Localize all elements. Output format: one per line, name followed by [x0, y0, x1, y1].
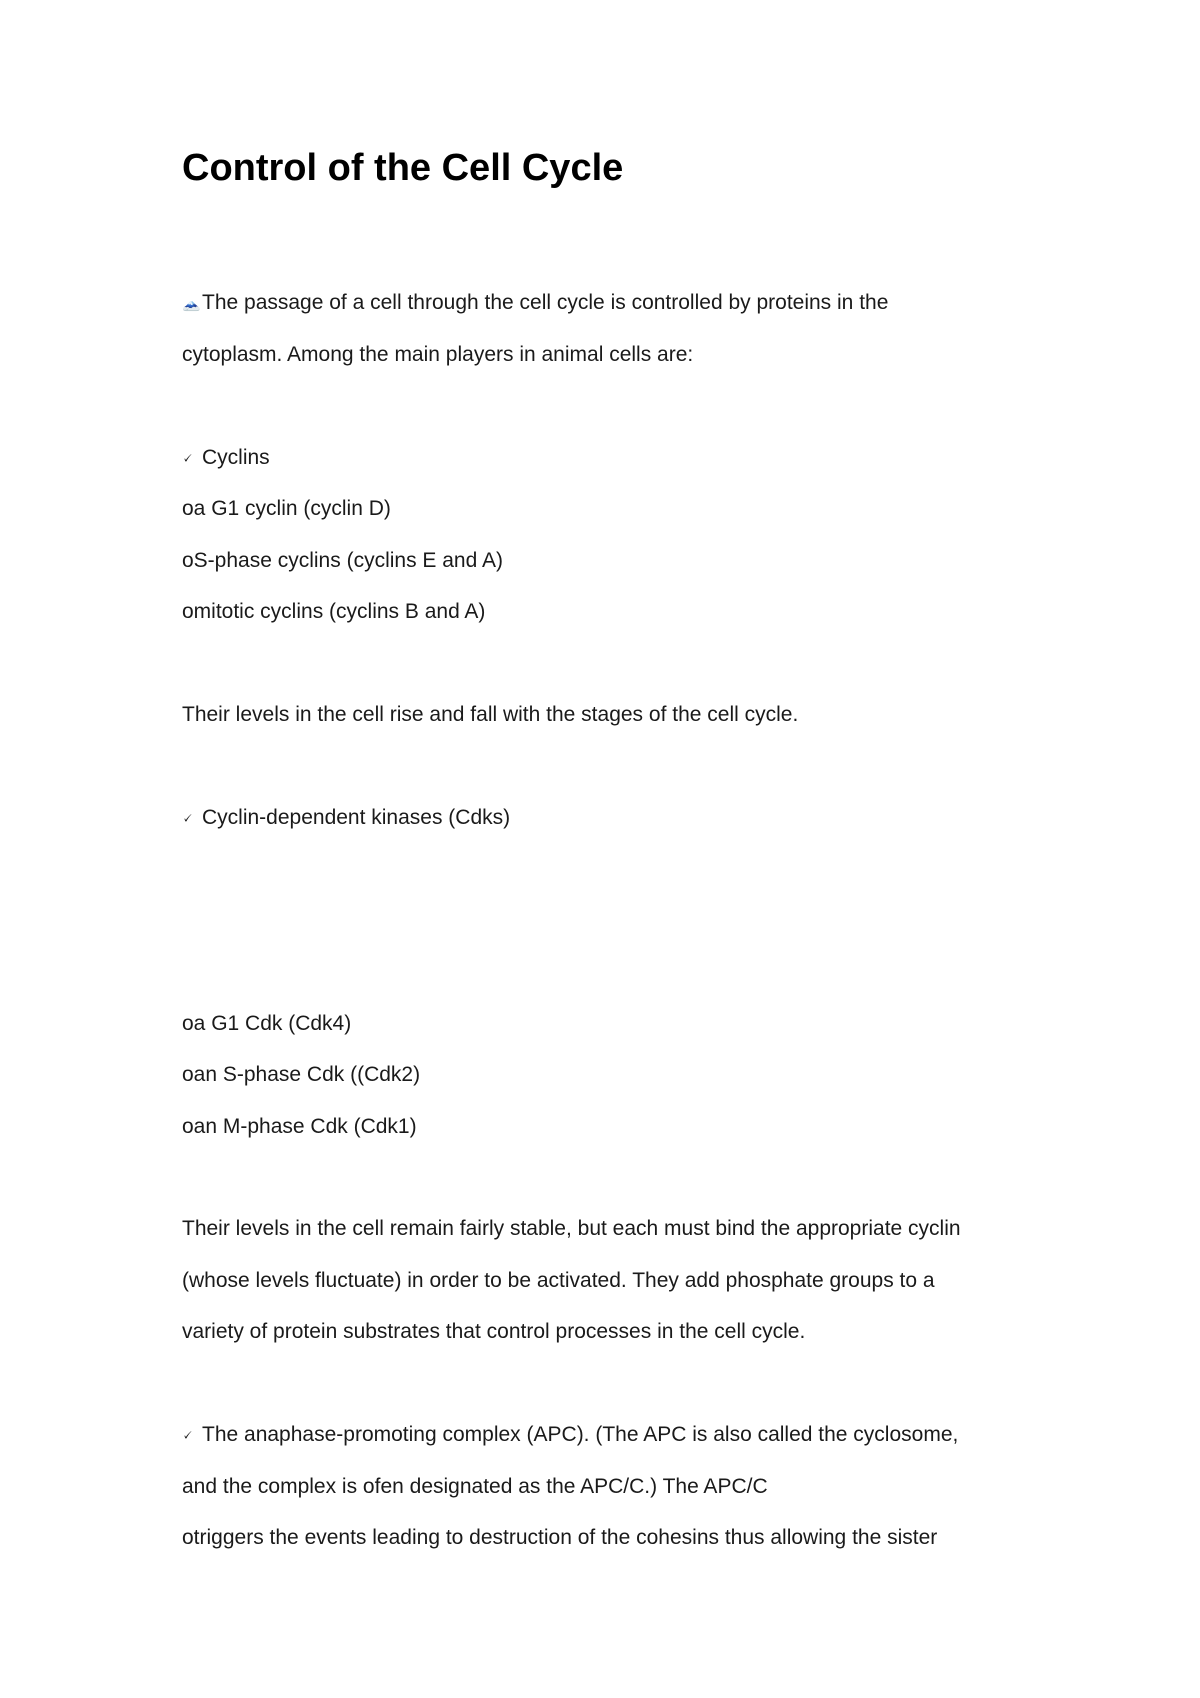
list-item: oS-phase cyclins (cyclins E and A) [182, 549, 503, 572]
cdks-heading [182, 803, 510, 833]
cyclins-heading-text: Cyclins [202, 446, 270, 469]
check-bullet-icon: 🗸 [182, 449, 193, 467]
list-item: omitotic cyclins (cyclins B and A) [182, 600, 486, 623]
apc-heading [182, 1420, 958, 1450]
cdks-heading-text: Cyclin-dependent kinases (Cdks) [202, 806, 511, 829]
page-title: Control of the Cell Cycle [182, 147, 624, 189]
check-bullet-icon: 🗸 [182, 1426, 193, 1444]
apc-heading-text: The anaphase-promoting complex (APC). (The APC is also called the cyclosome, [202, 1423, 959, 1446]
list-item: oan M-phase Cdk (Cdk1) [182, 1115, 417, 1138]
cdks-note-line: variety of protein substrates that control processes in the cell cycle. [182, 1320, 806, 1343]
list-item: oan S-phase Cdk ((Cdk2) [182, 1063, 421, 1086]
check-bullet-icon: 🗸 [182, 809, 193, 827]
intro-paragraph-line-2: cytoplasm. Among the main players in animal cells are: [182, 343, 694, 366]
cdks-note-line: (whose levels fluctuate) in order to be activated. They add phosphate groups to a [182, 1269, 935, 1292]
apc-line: otriggers the events leading to destruction of the cohesins thus allowing the sister [182, 1526, 938, 1549]
cyclins-note: Their levels in the cell rise and fall with the stages of the cell cycle. [182, 703, 799, 726]
cyclins-heading [182, 443, 270, 473]
list-item: oa G1 Cdk (Cdk4) [182, 1012, 352, 1035]
apc-line: and the complex is ofen designated as the APC/C.) The APC/C [182, 1475, 768, 1498]
mountain-bullet-icon: 🗻 [182, 294, 201, 312]
list-item: oa G1 cyclin (cyclin D) [182, 497, 391, 520]
cdks-note-line: Their levels in the cell remain fairly stable, but each must bind the appropriate cyclin [182, 1217, 961, 1240]
intro-paragraph-line-1 [182, 288, 888, 318]
intro-text-1: The passage of a cell through the cell cycle is controlled by proteins in the [202, 291, 889, 314]
